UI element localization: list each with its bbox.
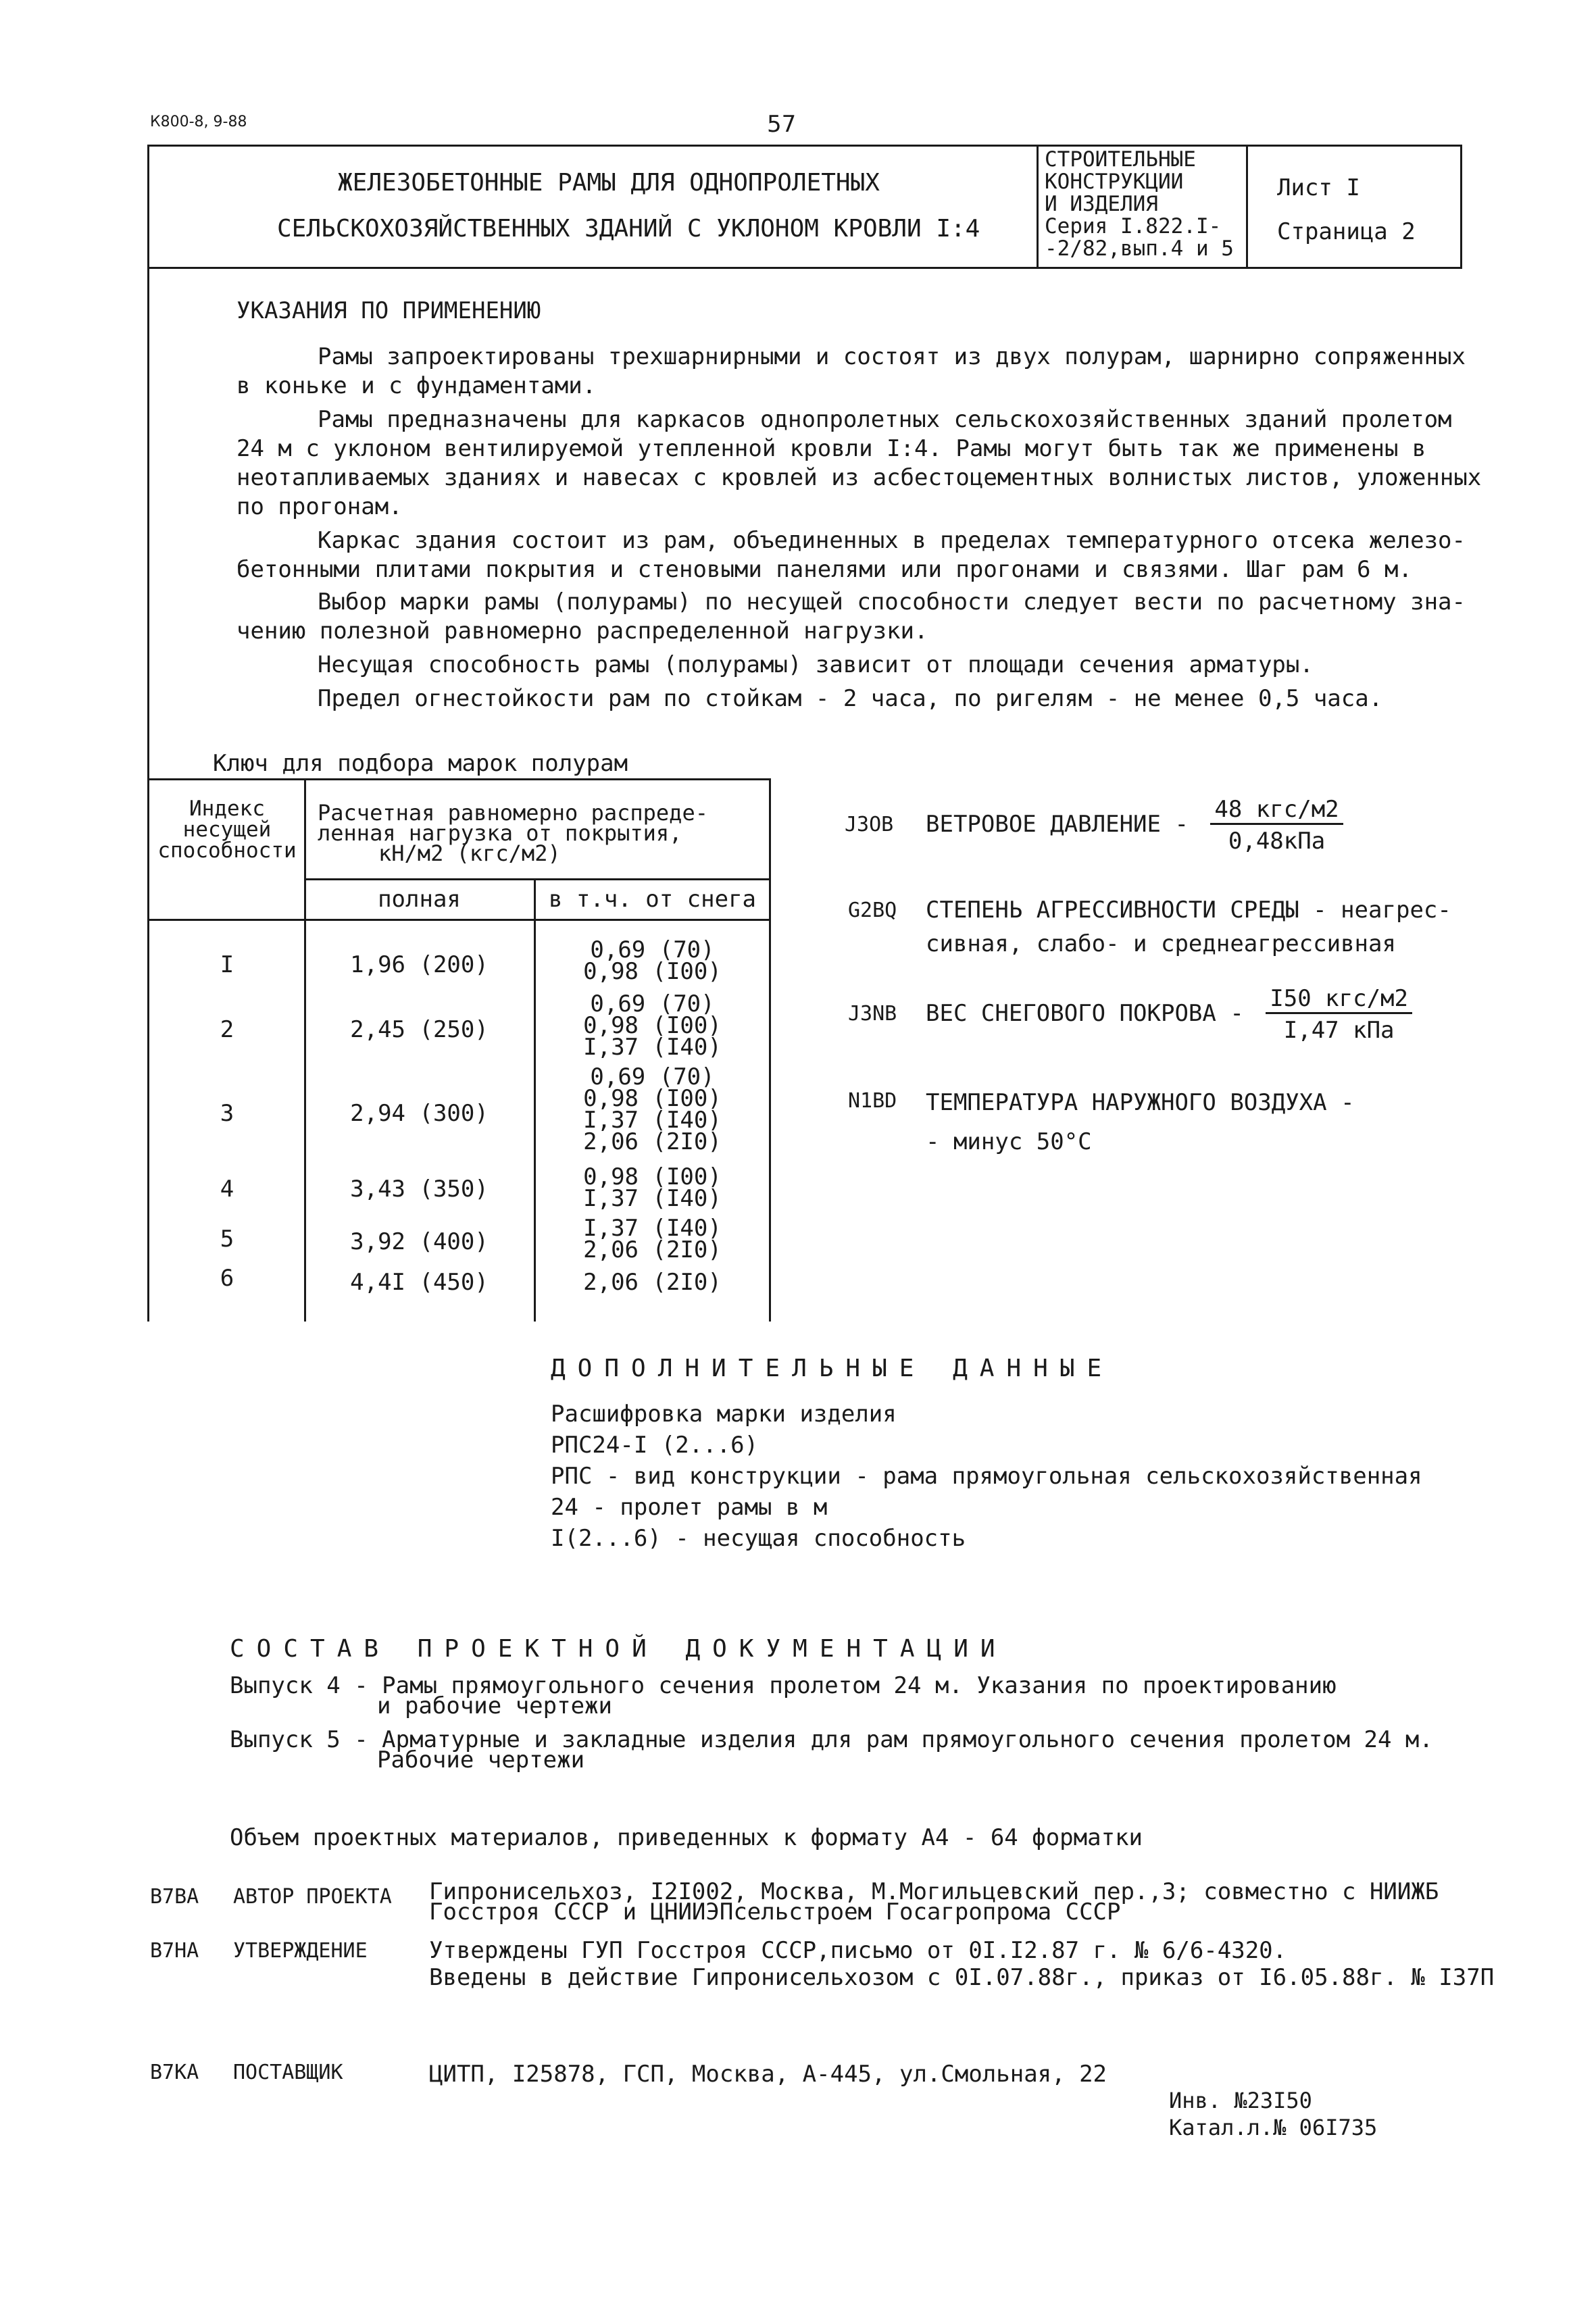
wind-pressure: ВЕТРОВОЕ ДАВЛЕНИЕ - $\frac{\text{48 кгс/м2}}{\text{0,48кПа}}$ [926,796,1343,855]
issue-4: Выпуск 4 - Рамы прямоугольного сечения пролетом 24 м. Указания по проектированию и рабочие чертежи [230,1672,1337,1719]
instruction-line: Рамы предназначены для каркасов однопролетных сельскохозяйственных зданий пролетом [318,406,1452,433]
approval-text: Утверждены ГУП Госстроя СССР,письмо от 0I.I2.87 г. № 6/6-4320. Введены в действие Гипронисельхозом с 0I.07.88г., приказ от I6.05.88г. № I37П [429,1937,1495,1991]
instruction-line: Предел огнестойкости рам по стойкам - 2 часа, по ригелям - не менее 0,5 часа. [318,685,1383,712]
table-row-index: 2 [220,1016,234,1043]
table-row-snow: 0,98 (I00) I,37 (I40) [583,1163,722,1212]
table-row-snow: I,37 (I40) 2,06 (2I0) [583,1215,722,1263]
instructions-heading: УКАЗАНИЯ ПО ПРИМЕНЕНИЮ [236,297,541,324]
table-row-snow: 0,69 (70) 0,98 (I00) I,37 (I40) [583,990,722,1061]
series-block: СТРОИТЕЛЬНЫЕ КОНСТРУКЦИИ И ИЗДЕЛИЯ Серия I.822.I- -2/82,вып.4 и 5 [1045,147,1234,261]
instruction-line: по прогонам. [236,493,403,520]
table-row-total: 2,94 (300) [350,1100,489,1127]
supplier-text: ЦИТП, I25878, ГСП, Москва, А-445, ул.Смольная, 22 [429,2061,1107,2088]
table-row-index: 5 [220,1226,234,1253]
instruction-line: бетонными плитами покрытия и стеновыми панелями или прогонами и связями. Шаг рам 6 м. [236,556,1412,583]
table-row-index: 4 [220,1176,234,1203]
table-row-snow: 0,69 (70) 0,98 (I00) I,37 (I40) 2,06 (2I0) [583,1063,722,1155]
document-title-line1: ЖЕЛЕЗОБЕТОННЫЕ РАМЫ ДЛЯ ОДНОПРОЛЕТНЫХ [338,169,880,197]
inventory-number: Инв. №23I50 [1169,2088,1312,2113]
supplier-code: B7KA [150,2061,199,2084]
table-row-snow: 0,69 (70) 0,98 (I00) [583,936,722,985]
instruction-line: Каркас здания состоит из рам, объединенных в пределах температурного отсека железо- [318,527,1466,554]
materials-volume: Объем проектных материалов, приведенных к формату А4 - 64 форматки [230,1824,1143,1851]
page-number: 57 [767,111,797,138]
table-row-total: 1,96 (200) [350,951,489,978]
document-title-line2: СЕЛЬСКОХОЗЯЙСТВЕННЫХ ЗДАНИЙ С УКЛОНОМ КРОВЛИ I:4 [277,215,980,243]
table-row-total: 4,4I (450) [350,1269,489,1296]
sheet-number: Лист I [1277,174,1360,201]
wind-code: J3OB [845,813,894,836]
additional-data: Расшифровка марки изделия РПС24-I (2...6) РПС - вид конструкции - рама прямоугольная сельскохозяйственная 24 - пролет рамы в м I(2...6) - несущая способность [551,1401,1422,1552]
approval-code: B7HA [150,1939,199,1963]
instruction-line: в коньке и с фундаментами. [236,372,597,399]
page-label: Страница 2 [1277,218,1416,245]
instruction-line: Несущая способность рамы (полурамы) зависит от площади сечения арматуры. [318,651,1314,678]
catalog-number: Катал.л.№ 06I735 [1169,2115,1378,2140]
aggressivity-code: G2BQ [848,899,897,922]
instruction-line: чению полезной равномерно распределенной нагрузки. [236,618,928,645]
table-row-snow: 2,06 (2I0) [583,1269,722,1296]
document-code: К800-8, 9-88 [150,114,247,130]
table-row-index: 3 [220,1100,234,1127]
additional-heading: ДОПОЛНИТЕЛЬНЫЕ ДАННЫЕ [551,1355,1114,1382]
outdoor-temperature: ТЕМПЕРАТУРА НАРУЖНОГО ВОЗДУХА - - минус 50°С [926,1089,1355,1155]
table-row-total: 3,43 (350) [350,1176,489,1203]
table-row-total: 2,45 (250) [350,1016,489,1043]
supplier-label: ПОСТАВЩИК [233,2061,343,2084]
approval-label: УТВЕРЖДЕНИЕ [233,1939,368,1963]
table-row-index: 6 [220,1265,234,1292]
documentation-heading: СОСТАВ ПРОЕКТНОЙ ДОКУМЕНТАЦИИ [230,1635,1007,1663]
aggressivity: СТЕПЕНЬ АГРЕССИВНОСТИ СРЕДЫ - неагрес- сивная, слабо- и среднеагрессивная [926,897,1451,957]
issue-5: Выпуск 5 - Арматурные и закладные изделия для рам прямоугольного сечения пролетом 24 м. Рабочие чертежи [230,1726,1433,1774]
instruction-line: 24 м с уклоном вентилируемой утепленной кровли I:4. Рамы могут быть так же применены в [236,435,1426,462]
instruction-line: Рамы запроектированы трехшарнирными и состоят из двух полурам, шарнирно сопряженных [318,343,1466,370]
author-text: Гипронисельхоз, I2I002, Москва, М.Могильцевский пер.,3; совместно с НИИЖБ Госстроя СССР и ЦНИИЭПсельстроем Госагропрома СССР [429,1878,1439,1926]
index-header: Индекс несущей способности [157,797,297,863]
temperature-code: N1BD [848,1089,897,1113]
table-row-index: I [220,951,234,978]
snow-cover-weight: ВЕС СНЕГОВОГО ПОКРОВА - $\frac{\text{I50 кгс/м2}}{\text{I,47 кПа}}$ [926,985,1412,1044]
table-caption: Ключ для подбора марок полурам [213,750,628,777]
instruction-line: Выбор марки рамы (полурамы) по несущей способности следует вести по расчетному зна- [318,588,1466,615]
snow-subheader: в т.ч. от снега [548,886,757,913]
snow-code: J3NB [848,1002,897,1026]
load-header: Расчетная равномерно распреде- ленная нагрузка от покрытия, кН/м2 (кгс/м2) [318,800,708,866]
total-subheader: полная [378,886,461,913]
author-label: АВТОР ПРОЕКТА [233,1885,392,1909]
instruction-line: неотапливаемых зданиях и навесах с кровлей из асбестоцементных волнистых листов, уложенных [236,464,1482,491]
table-row-total: 3,92 (400) [350,1228,489,1255]
author-code: B7BA [150,1885,199,1909]
